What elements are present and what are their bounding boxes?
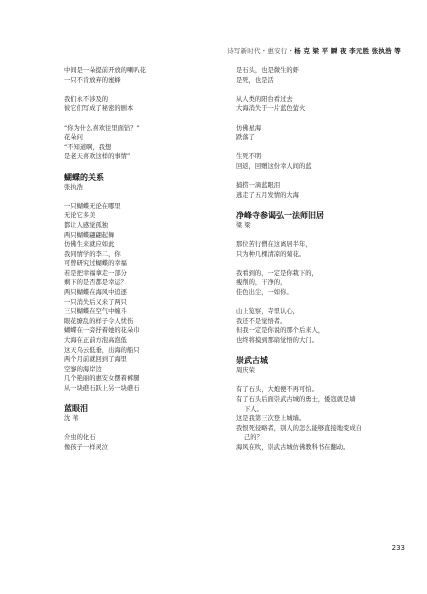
poem-line: 只为种几棵清凉的菊花。 bbox=[236, 250, 306, 258]
left-column bbox=[64, 66, 224, 453]
poem-line: 从人类的阳台看过去 bbox=[236, 95, 293, 103]
poem-line: 仿佛生来就应如此 bbox=[64, 241, 115, 249]
poem-title: 蓝眼泪 bbox=[64, 404, 88, 414]
poem-line: 那位苦行僧在这离居半年， bbox=[236, 241, 312, 249]
poem-line: 都让人感觉孤独 bbox=[64, 221, 109, 229]
poem-line: 花朵问 bbox=[64, 134, 83, 142]
poem-line: 蝴蝶在一旁抒着她的花朵巾 bbox=[64, 327, 140, 335]
poem-line: 大海消失于一片蓝色萤火 bbox=[236, 105, 306, 113]
stanza-gap bbox=[236, 114, 396, 124]
poem-line: 回返，回赠这份幸人间的蓝 bbox=[236, 162, 312, 170]
right-column bbox=[236, 66, 396, 453]
stanza-gap bbox=[64, 424, 224, 434]
stanza-gap bbox=[236, 231, 396, 241]
poem-line: 也终将摸到那扇觉悟的大门。 bbox=[236, 337, 318, 345]
poem-line: “你为什么喜欢往里面钻？” bbox=[64, 124, 140, 132]
stanza-gap bbox=[236, 172, 396, 182]
poem-line: 我恨死侵略者，别人的怎么能够直接地变成自 bbox=[236, 424, 362, 432]
poem-line: 跌落了 bbox=[236, 134, 255, 142]
page-number: 233 bbox=[391, 544, 405, 552]
stanza-gap bbox=[64, 192, 224, 202]
stanza-gap bbox=[236, 85, 396, 95]
poem-line: 两只蝴蝶翩翩起舞 bbox=[64, 231, 115, 239]
header-authors: 杨 克 梁 平 瞬 夜 李元胜 张执浩 等 bbox=[294, 47, 401, 55]
poem-line: 一只不肯放弃的蜜蜂 bbox=[64, 76, 121, 84]
poem-line: 己的？ bbox=[244, 434, 263, 442]
poem-line: 有了石头后面崇武古城的勇士，倭寇就是墙 bbox=[236, 396, 356, 403]
poem-author: 沈 苇 bbox=[64, 415, 79, 423]
poem-author: 梁 梁 bbox=[236, 221, 251, 229]
poem-line: 介虫的化石 bbox=[64, 434, 96, 442]
stanza-gap bbox=[64, 162, 224, 172]
poem-line: 若是把幸福拿走一部分 bbox=[64, 269, 127, 277]
poem-line: 瘦削的，干净的， bbox=[236, 279, 287, 287]
poem-line: 海风在吹，崇武古城仿佛教科书在翻动。 bbox=[236, 443, 350, 451]
stanza-gap bbox=[64, 85, 224, 95]
poem-line: 生死不明 bbox=[236, 153, 262, 161]
poem-line: 可曾研究过蝴蝶的幸福 bbox=[64, 260, 127, 268]
poem-line: 眼花缭乱的样子令人忧伤 bbox=[64, 317, 134, 325]
poem-line: 三只蝴蝶在空气中缠斗 bbox=[64, 308, 127, 316]
poem-line: 彼它们写成了秘密的剧本 bbox=[64, 105, 134, 113]
stanza-gap bbox=[236, 346, 396, 356]
poem-line: 剩下的是否都是幸运？ bbox=[64, 279, 127, 287]
poem-line: 无论它多美 bbox=[64, 212, 96, 220]
stanza-gap bbox=[236, 376, 396, 386]
poem-line: 像孩子一样灵泣 bbox=[64, 443, 109, 451]
poem-line: 我同情学的李二，你 bbox=[64, 250, 121, 258]
poem-line: 但我一定是你说的那个后来人， bbox=[236, 327, 325, 335]
poem-line: 我还不是觉悟者。 bbox=[236, 317, 287, 325]
poem-line: 空寥的海岸边 bbox=[64, 365, 102, 373]
poem-line: 从一块礁石跃上另一块礁石 bbox=[64, 385, 140, 392]
stanza-gap bbox=[236, 298, 396, 308]
poem-author: 张执浩 bbox=[64, 183, 83, 191]
poem-line: 我们永不涉及的 bbox=[64, 95, 109, 103]
header-series: 诗写新时代・惠安行・ bbox=[227, 47, 295, 55]
poem-line: 几个艳丽的惠安女摆着裤腿 bbox=[64, 375, 140, 383]
stanza-gap bbox=[64, 114, 224, 124]
poem-line: 是老天喜欢这样的事情” bbox=[64, 153, 131, 161]
poem-line: 我看到的，一定是你栽下的， bbox=[236, 269, 318, 277]
stanza-gap bbox=[64, 394, 224, 404]
poem-title: 崇武古城 bbox=[236, 356, 268, 366]
poem-line: “不知道啊，我想 bbox=[64, 143, 112, 151]
running-header bbox=[227, 46, 401, 55]
poem-line: 佳色出尘，一如你。 bbox=[236, 289, 293, 297]
poem-line: 是石头，也是微生的虾 bbox=[236, 67, 299, 74]
stanza-gap bbox=[236, 143, 396, 153]
poem-line: 有了石头，大炮便不再可怕。 bbox=[236, 386, 318, 394]
stanza-gap bbox=[236, 259, 396, 269]
poem-line: 一只蝴蝶无论在哪里 bbox=[64, 202, 121, 210]
poem-title: 净峰寺参谒弘一法师旧居 bbox=[236, 210, 324, 220]
poem-line: 捕捞一滴蓝眼泪 bbox=[236, 182, 281, 190]
poem-line: 这是我第三次登上城墙。 bbox=[236, 415, 306, 423]
poem-line: 逃走了五月发情的大海 bbox=[236, 191, 299, 199]
poem-line: 一只消失后又来了两只 bbox=[64, 298, 127, 306]
poem-line: 山上览察，寺里认心， bbox=[236, 308, 299, 316]
poem-line: 仿佛星海 bbox=[236, 124, 262, 132]
poem-line: 是死，也是活 bbox=[236, 76, 274, 84]
poem-line: 下人。 bbox=[244, 405, 263, 413]
poem-line: 两只蝴蝶在海风中追逐 bbox=[64, 289, 127, 297]
poem-author: 周庆荣 bbox=[236, 367, 255, 375]
poem-title: 蝴蝶的关系 bbox=[64, 172, 104, 182]
poem-line: 两个月前就回到了海里 bbox=[64, 356, 127, 364]
poem-line: 中间是一朵提前开放的喇叭花 bbox=[64, 67, 146, 74]
stanza-gap bbox=[236, 200, 396, 210]
poem-line: 大海在正前方泡高泡低 bbox=[64, 337, 127, 345]
poem-line: 这天乌云低垂，出海的船只 bbox=[64, 346, 140, 354]
